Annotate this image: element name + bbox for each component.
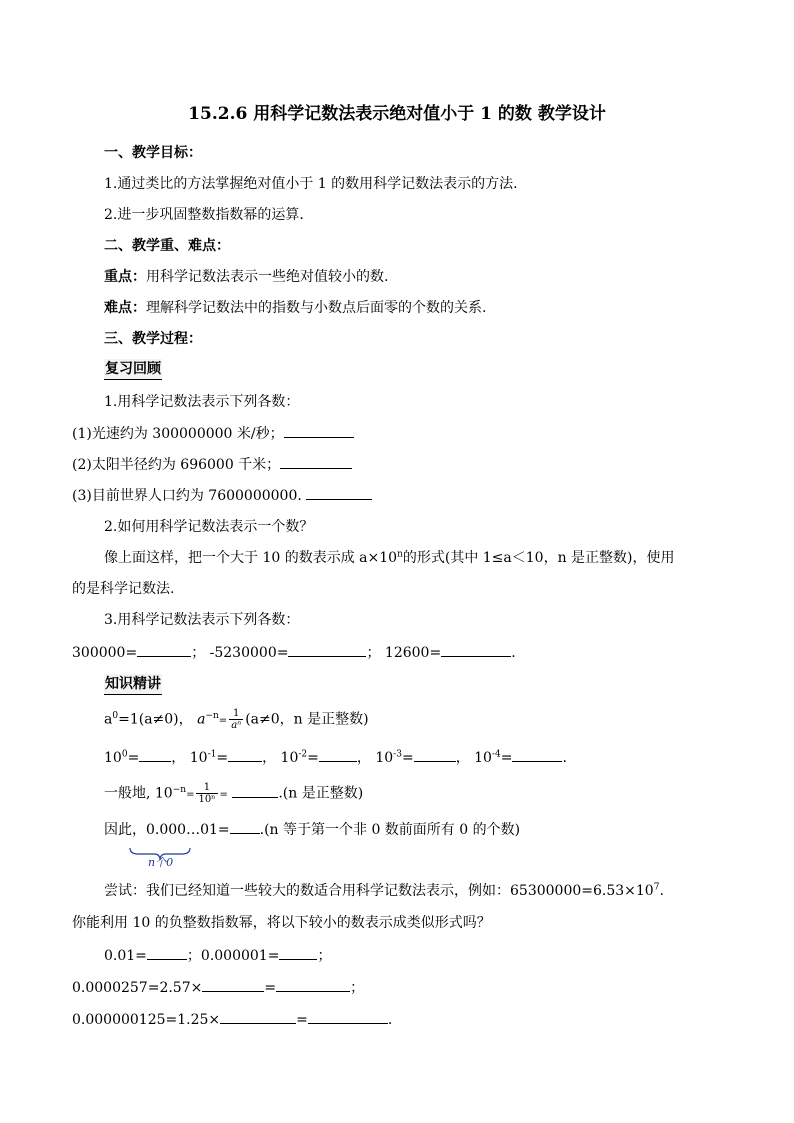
f1-a: a: [104, 711, 113, 728]
question-1c-text: (3)目前世界人口约为 7600000000.: [72, 488, 302, 504]
f1-den: aⁿ: [231, 720, 242, 731]
e2-eq: =: [264, 980, 277, 996]
attempt-1b: .: [659, 883, 664, 899]
q3-sep1: ；: [191, 645, 206, 661]
answer-blank-e3b[interactable]: [308, 1010, 388, 1024]
answer-blank-general[interactable]: [232, 784, 278, 798]
gen-eq-2: =: [219, 789, 228, 801]
answer-blank-e1b[interactable]: [279, 946, 317, 960]
page-title: 15.2.6 用科学记数法表示绝对值小于 1 的数 教学设计: [188, 104, 606, 124]
f1-c: (a≠0，n 是正整数): [245, 711, 369, 728]
attempt-line-1: [104, 881, 664, 901]
p3-sep: ，: [455, 750, 470, 766]
knowledge-label: 知识精讲: [104, 674, 162, 695]
question-1b-text: (2)太阳半径约为 696000 千米；: [72, 457, 281, 473]
question-1b: [72, 455, 352, 475]
p1-sup: -1: [207, 749, 217, 760]
question-2-text-line2: 的是科学记数法.: [72, 581, 175, 597]
knowledge-label-row: [104, 674, 162, 695]
answer-blank-therefore[interactable]: [230, 820, 260, 834]
q2-text-part-a: 像上面这样，把一个大于 10 的数表示成 a×10: [104, 550, 398, 566]
p1-base: 10: [189, 750, 208, 766]
f1-neg-base: a: [197, 711, 206, 728]
review-label: 复习回顾: [104, 359, 162, 380]
e2-a: 0.0000257=2.57×: [72, 980, 203, 996]
thus-b: .(n 等于第一个非 0 数前面所有 0 的个数): [259, 822, 521, 838]
attempt-line-2: 你能利用 10 的负整数指数幂，将以下较小的数表示成类似形式吗？: [72, 915, 491, 931]
answer-blank-3b[interactable]: [288, 643, 366, 657]
e3-eq: =: [296, 1012, 308, 1028]
e3-end: .: [387, 1012, 393, 1028]
question-2: 2.如何用科学记数法表示一个数？: [104, 519, 314, 535]
f1-b: =1(a≠0)，: [118, 711, 193, 728]
answer-blank-p0[interactable]: [139, 748, 171, 762]
p4-base: 10: [474, 750, 492, 766]
objective-item-2: 2.进一步巩固整数指数幂的运算.: [104, 207, 304, 223]
question-1a-text: (1)光速约为 300000000 米/秒；: [72, 426, 284, 442]
q2-text-sup: n: [397, 549, 403, 560]
answer-blank-p4[interactable]: [512, 748, 562, 762]
q3-sep2: ；: [366, 645, 381, 661]
f1-num: 1: [229, 708, 243, 720]
p3-sup: -3: [393, 749, 402, 760]
key-text: 用科学记数法表示一些绝对值较小的数.: [146, 269, 389, 285]
p1-eq: =: [216, 750, 229, 766]
q3-end: .: [511, 645, 516, 661]
question-1a: [72, 424, 354, 444]
p2-eq: =: [307, 750, 319, 766]
question-3-items: [72, 643, 516, 663]
objective-item-1: 1.通过类比的方法掌握绝对值小于 1 的数用科学记数法表示的方法.: [104, 176, 518, 192]
gen-b: .(n 是正整数): [278, 785, 364, 802]
p3-base: 10: [375, 750, 394, 766]
exercise-2: [72, 978, 364, 998]
p0-sep: ，: [171, 750, 186, 766]
e2-end: ；: [350, 980, 365, 996]
answer-blank-1a[interactable]: [284, 424, 354, 438]
thus-a: 因此，0.000…01=: [104, 822, 230, 838]
key-point: [104, 267, 388, 287]
section-heading-keypoints: 二、教学重、难点：: [104, 238, 230, 254]
difficult-point: [104, 298, 486, 318]
gen-a: 一般地, 10: [104, 785, 173, 802]
q3-c: 12600=: [384, 645, 442, 661]
answer-blank-e1a[interactable]: [147, 946, 187, 960]
answer-blank-e2b[interactable]: [276, 978, 350, 992]
p3-eq: =: [401, 750, 414, 766]
answer-blank-1c[interactable]: [306, 486, 372, 500]
q3-b: -5230000=: [209, 645, 289, 661]
e1-end: ；: [317, 948, 332, 964]
answer-blank-p2[interactable]: [319, 748, 357, 762]
question-1: 1.用科学记数法表示下列各数：: [104, 394, 300, 410]
q2-text-part-b: 的形式(其中 1≤a＜10，n 是正整数)，使用: [402, 550, 675, 566]
e3-a: 0.000000125=1.25×: [72, 1012, 221, 1028]
answer-blank-e3a[interactable]: [220, 1010, 296, 1024]
p4-eq: =: [500, 750, 513, 766]
p-end: .: [562, 750, 567, 766]
difficult-text: 理解科学记数法中的指数与小数点后面零的个数的关系.: [146, 300, 487, 316]
brace-label: n个0: [148, 856, 174, 869]
answer-blank-p1[interactable]: [228, 748, 262, 762]
p0-base: 10: [104, 750, 122, 766]
attempt-1a: 尝试：我们已经知道一些较大的数适合用科学记数法表示，例如：65300000=6.53×10: [104, 883, 654, 899]
exercise-1: [104, 946, 331, 966]
p2-sep: ，: [356, 750, 371, 766]
answer-blank-3a[interactable]: [137, 643, 191, 657]
answer-blank-1b[interactable]: [280, 455, 352, 469]
p2-sup: -2: [298, 749, 308, 760]
review-label-row: [104, 359, 162, 380]
p0-eq: =: [127, 750, 140, 766]
powers-of-ten-row: [104, 748, 567, 768]
fraction-1-over-a-n: [229, 708, 243, 731]
f1-sup: 0: [112, 710, 119, 721]
fraction-1-over-10-n: [196, 782, 217, 805]
general-formula: [104, 782, 363, 806]
therefore-line: [104, 820, 520, 840]
gen-sup: −n: [172, 784, 187, 795]
gen-eq-1: =: [186, 789, 195, 801]
e1-sep: ；: [186, 948, 201, 964]
difficult-label: 难点：: [104, 300, 146, 316]
key-label: 重点：: [104, 269, 146, 285]
question-3: 3.用科学记数法表示下列各数：: [104, 612, 300, 628]
question-1c: [72, 486, 372, 506]
gen-den: 10ⁿ: [198, 794, 216, 805]
p0-sup: 0: [121, 749, 128, 760]
formula-zero-negative: [104, 708, 369, 732]
e1-b: 0.000001=: [200, 948, 280, 964]
answer-blank-p3[interactable]: [414, 748, 456, 762]
section-heading-process: 三、教学过程：: [104, 331, 202, 347]
gen-num: 1: [196, 782, 217, 794]
e1-a: 0.01=: [104, 948, 147, 964]
p1-sep: ，: [262, 750, 277, 766]
question-2-text-line1: [104, 548, 675, 568]
f1-neg-sup: −n: [205, 710, 219, 721]
f1-eq: =: [218, 715, 228, 727]
p4-sup: -4: [491, 749, 501, 760]
section-heading-objectives: 一、教学目标：: [104, 145, 202, 161]
exercise-3: [72, 1010, 392, 1030]
p2-base: 10: [280, 750, 299, 766]
answer-blank-e2a[interactable]: [202, 978, 264, 992]
attempt-1-sup: 7: [653, 882, 660, 893]
answer-blank-3c[interactable]: [441, 643, 511, 657]
q3-a: 300000=: [72, 645, 138, 661]
